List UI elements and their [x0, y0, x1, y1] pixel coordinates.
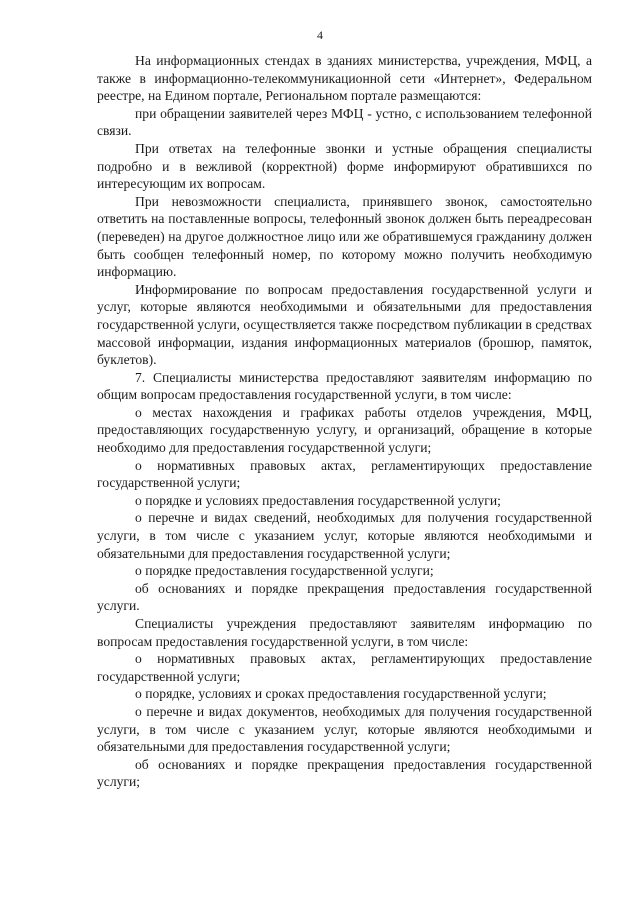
- paragraph: 7. Специалисты министерства предоставляют заявителям информацию по общим вопросам предоставления государственной услуги, в том числе:: [97, 369, 592, 403]
- paragraph: о местах нахождения и графиках работы отделов учреждения, МФЦ, предоставляющих государственную услугу, и организаций, обращение в которые необходимо для предоставления государственной услуги;: [97, 404, 592, 456]
- paragraph: при обращении заявителей через МФЦ - устно, с использованием телефонной связи.: [97, 105, 592, 139]
- paragraph: о порядке, условиях и сроках предоставления государственной услуги;: [135, 686, 547, 702]
- paragraph: При невозможности специалиста, принявшего звонок, самостоятельно ответить на поставленные вопросы, телефонный звонок должен быть переадресован (переведен) на другое должностное лицо или же обратившемуся гражданину должен быть сообщен телефонный номер, по которому можно получить необходимую информацию.: [97, 193, 592, 280]
- paragraph: Информирование по вопросам предоставления государственной услуги и услуг, которые являются необходимыми и обязательными для предоставления государственной услуги, осуществляется также посредством публикации в средствах массовой информации, издания информационных материалов (брошюр, памяток, буклетов).: [97, 281, 592, 368]
- paragraph: При ответах на телефонные звонки и устные обращения специалисты подробно и в вежливой (корректной) форме информируют обратившихся по интересующим их вопросам.: [97, 140, 592, 192]
- paragraph: На информационных стендах в зданиях министерства, учреждения, МФЦ, а также в информационно-телекоммуникационной сети «Интернет», Федеральном реестре, на Едином портале, Региональном портале размещаются:: [97, 53, 592, 104]
- paragraph: об основаниях и порядке прекращения предоставления государственной услуги.: [97, 580, 592, 614]
- page-number: 4: [317, 28, 323, 42]
- paragraph: о перечне и видах сведений, необходимых для получения государственной услуги, в том числе с указанием услуг, которые являются необходимыми и обязательными для предоставления государственной услуги;: [97, 510, 592, 561]
- paragraph: о нормативных правовых актах, регламентирующих предоставление государственной услуги;: [97, 457, 592, 491]
- document-body: [97, 52, 592, 791]
- paragraph: Специалисты учреждения предоставляют заявителям информацию по вопросам предоставления государственной услуги, в том числе:: [97, 616, 592, 649]
- paragraph: о перечне и видах документов, необходимых для получения государственной услуги, в том числе с указанием услуг, которые являются необходимыми и обязательными для предоставления государственной услуги;: [97, 703, 592, 755]
- paragraph: о нормативных правовых актах, регламентирующих предоставление государственной услуги;: [97, 651, 592, 684]
- paragraph: о порядке предоставления государственной услуги;: [135, 563, 434, 579]
- paragraph: о порядке и условиях предоставления государственной услуги;: [135, 492, 501, 508]
- paragraph: об основаниях и порядке прекращения предоставления государственной услуги;: [97, 756, 592, 790]
